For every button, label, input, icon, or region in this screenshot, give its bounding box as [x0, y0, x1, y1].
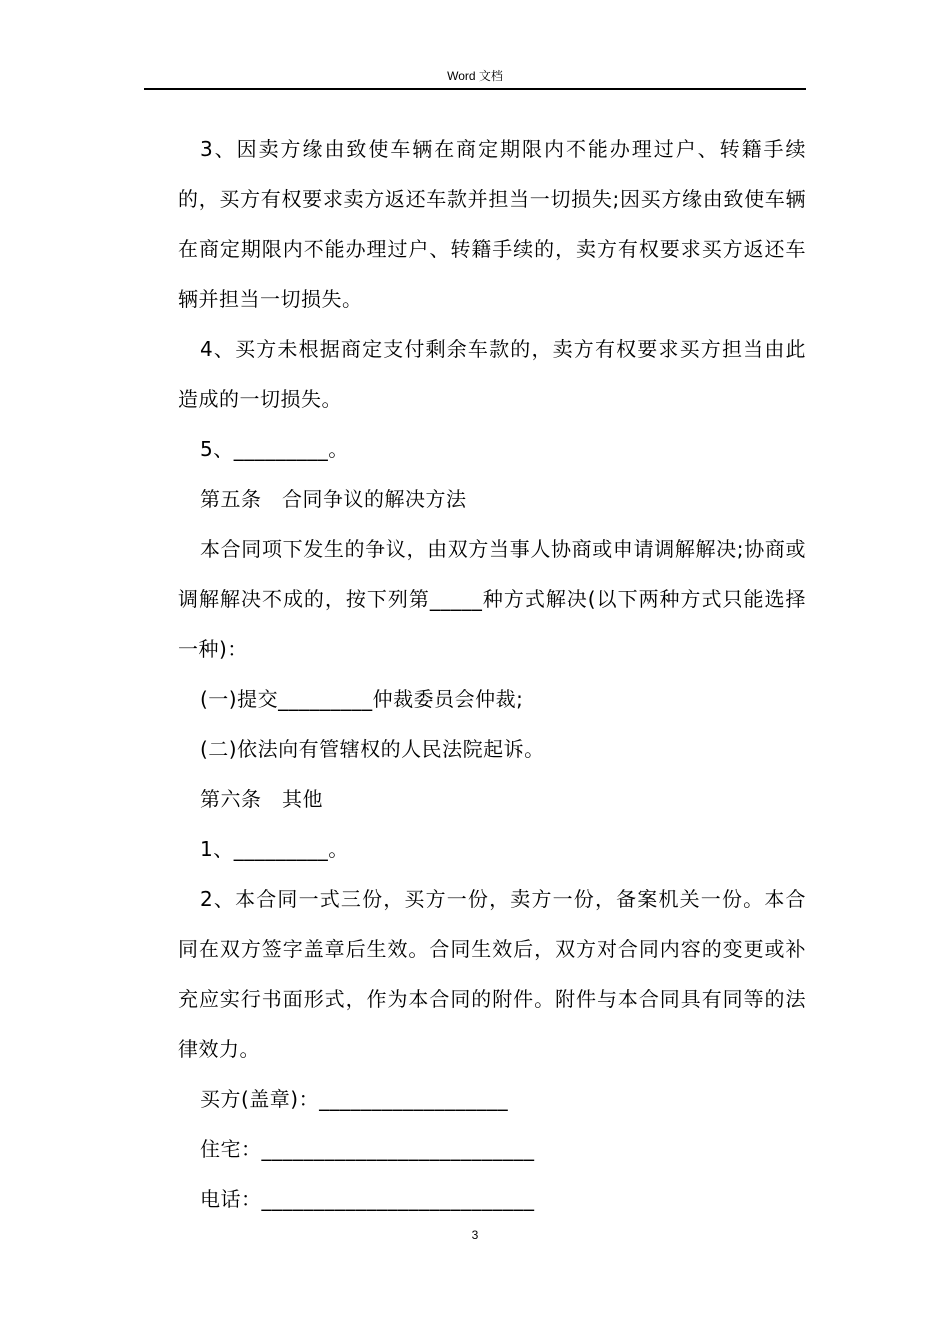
- residence-line: 住宅：__________________________: [200, 1137, 535, 1161]
- article-6-heading: 第六条 其他: [200, 787, 323, 811]
- clause-4-paragraph: 4、买方未根据商定支付剩余车款的，卖方有权要求买方担当由此造成的一切损失。: [178, 337, 806, 411]
- page-number: 3: [471, 1228, 479, 1242]
- other-clause-1: 1、_________。: [200, 837, 349, 861]
- clause-5-paragraph: 5、_________。: [200, 437, 349, 461]
- buyer-seal-line: 买方(盖章)：__________________: [200, 1087, 509, 1111]
- arbitration-option: (一)提交_________仲裁委员会仲裁;: [200, 687, 524, 711]
- header-title: Word 文档: [447, 69, 503, 83]
- other-clause-2: 2、本合同一式三份，买方一份，卖方一份，备案机关一份。本合同在双方签字盖章后生效。合同生效后，双方对合同内容的变更或补充应实行书面形式，作为本合同的附件。附件与本合同具有同等的法律效力。: [178, 887, 806, 1061]
- page-header: [144, 64, 806, 90]
- litigation-option: (二)依法向有管辖权的人民法院起诉。: [200, 737, 545, 761]
- document-body: [178, 124, 806, 1224]
- clause-3-paragraph: 3、因卖方缘由致使车辆在商定期限内不能办理过户、转籍手续的，买方有权要求卖方返还车款并担当一切损失;因买方缘由致使车辆在商定期限内不能办理过户、转籍手续的，卖方有权要求买方返还车辆并担当一切损失。: [178, 137, 806, 311]
- phone-line: 电话：__________________________: [200, 1187, 535, 1211]
- article-5-heading: 第五条 合同争议的解决方法: [200, 487, 467, 511]
- dispute-resolution-paragraph: 本合同项下发生的争议，由双方当事人协商或申请调解解决;协商或调解解决不成的，按下列第_____种方式解决(以下两种方式只能选择一种)：: [178, 537, 806, 661]
